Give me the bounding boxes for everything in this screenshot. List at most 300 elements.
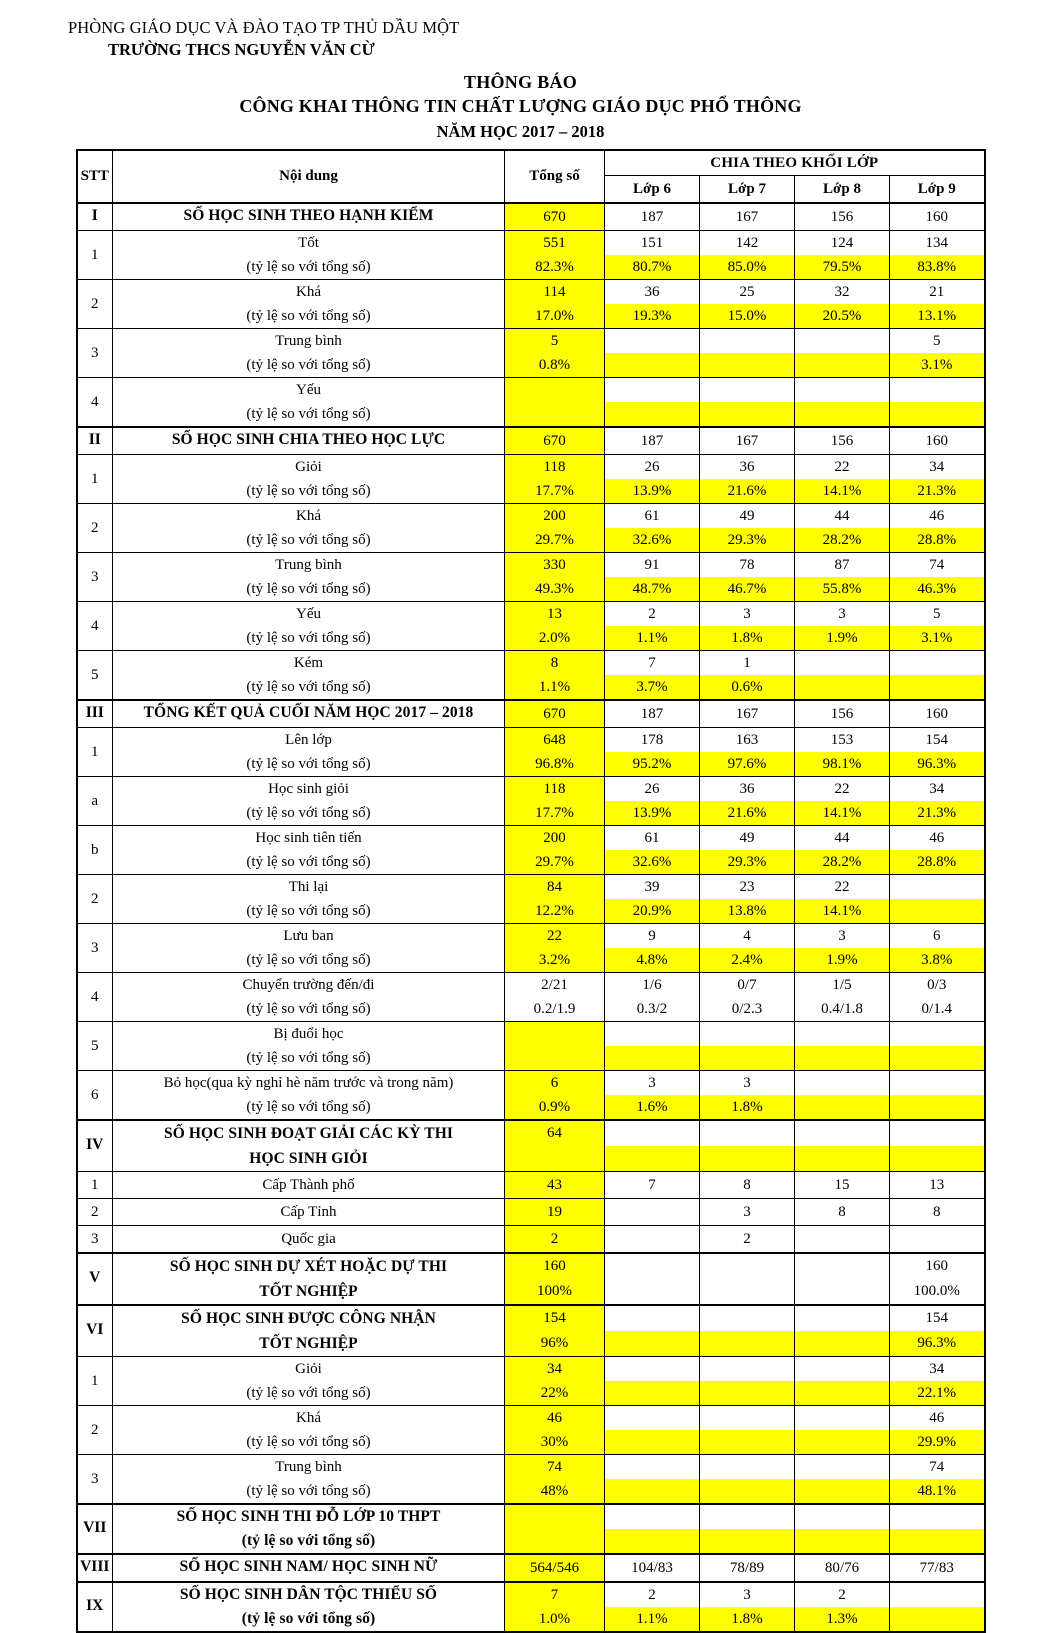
total-percent: 3.2% <box>538 951 571 968</box>
grade-percent: 46.7% <box>700 577 794 601</box>
row-label <box>113 230 505 279</box>
grade-count: 22 <box>834 780 850 797</box>
table-row <box>77 377 985 427</box>
row-label-line1: SỐ HỌC SINH ĐOẠT GIẢI CÁC KỲ THI <box>163 1124 453 1142</box>
grade-percent: 55.8% <box>795 577 889 601</box>
table-row <box>77 1504 985 1554</box>
grade-percent <box>605 1279 699 1304</box>
ratio-label: (tỷ lệ so với tổng số) <box>246 902 371 919</box>
grade-count: 39 <box>644 878 660 895</box>
table-row <box>77 279 985 328</box>
grade-percent: 20.5% <box>795 304 889 328</box>
grade-count: 178 <box>640 731 664 748</box>
grade-count <box>605 1022 699 1046</box>
row-label-text: Lên lớp <box>285 731 332 748</box>
grade-count <box>605 329 699 353</box>
table-row <box>77 972 985 1021</box>
grade-value <box>890 972 985 1021</box>
table-row <box>77 1225 985 1253</box>
grade-value <box>795 972 890 1021</box>
grade-value <box>890 1070 985 1120</box>
grade-value <box>795 279 890 328</box>
table-row <box>77 1305 985 1357</box>
grade-count: 1/5 <box>832 976 852 993</box>
grade-value <box>700 1253 795 1305</box>
grade-value <box>700 1070 795 1120</box>
total-percent: 17.7% <box>535 804 574 821</box>
total-count <box>505 378 604 402</box>
grade-percent: 95.2% <box>605 752 699 776</box>
grade-percent: 98.1% <box>795 752 889 776</box>
table-row <box>77 328 985 377</box>
grade-value <box>605 454 700 503</box>
row-index: 1 <box>77 727 113 776</box>
grade-percent <box>795 1430 889 1454</box>
table-row <box>77 230 985 279</box>
grade-percent <box>700 1381 794 1405</box>
total-value <box>505 776 605 825</box>
grade-percent: 48.7% <box>605 577 699 601</box>
row-label <box>113 1305 505 1357</box>
grade-percent: 1.3% <box>795 1607 889 1631</box>
total-count: 5 <box>550 332 559 349</box>
total-value <box>505 454 605 503</box>
grade-count: 22 <box>834 458 850 475</box>
grade-value <box>890 279 985 328</box>
grade-percent: 4.8% <box>605 948 699 972</box>
total-percent: 29.7% <box>535 531 574 548</box>
grade-count: 134 <box>925 234 948 251</box>
grade-count: 2 <box>648 605 656 622</box>
table-row <box>77 601 985 650</box>
grade-value <box>890 1454 985 1504</box>
row-label-text: Yếu <box>296 381 321 398</box>
grade-count <box>890 1071 984 1095</box>
grade-percent <box>890 402 984 426</box>
grade-value <box>700 230 795 279</box>
grade-percent: 0.6% <box>700 675 794 699</box>
table-row <box>77 727 985 776</box>
row-index: 3 <box>77 1454 113 1504</box>
school-name: TRƯỜNG THCS NGUYỄN VĂN CỪ <box>108 39 375 59</box>
grade-value: 156 <box>795 427 890 455</box>
row-index: 2 <box>77 279 113 328</box>
grade-count <box>890 1583 984 1607</box>
grade-value <box>795 1454 890 1504</box>
grade-value <box>890 1021 985 1070</box>
grade-percent: 20.9% <box>605 899 699 923</box>
grade-value <box>605 1356 700 1405</box>
grade-value <box>605 1070 700 1120</box>
grade-count: 3 <box>838 605 846 622</box>
ratio-label: (tỷ lệ so với tổng số) <box>246 356 371 373</box>
grade-percent: 97.6% <box>700 752 794 776</box>
row-label-text: Giỏi <box>295 458 322 475</box>
grade-value <box>890 776 985 825</box>
total-count: 8 <box>550 654 559 671</box>
grade-count <box>795 1121 889 1146</box>
grade-count <box>890 651 984 675</box>
grade-count: 0/3 <box>927 976 947 993</box>
total-value <box>505 1582 605 1632</box>
grade-count <box>605 1254 699 1279</box>
grade-count: 44 <box>834 507 850 524</box>
grade-value <box>795 1070 890 1120</box>
row-label-text: SỐ HỌC SINH DÂN TỘC THIỂU SỐ <box>179 1585 438 1603</box>
total-count: 13 <box>547 605 562 622</box>
total-value: 43 <box>505 1171 605 1198</box>
grade-count: 22 <box>834 878 850 895</box>
total-value <box>505 1356 605 1405</box>
row-label-text: Khá <box>296 283 321 300</box>
grade-value: 77/83 <box>890 1554 985 1582</box>
grade-count: 32 <box>834 283 850 300</box>
row-label: SỐ HỌC SINH CHIA THEO HỌC LỰC <box>113 427 505 455</box>
grade-value <box>890 923 985 972</box>
total-count <box>505 1505 604 1529</box>
grade-percent: 13.9% <box>605 801 699 825</box>
grade-percent: 1.9% <box>795 626 889 650</box>
grade-value <box>890 503 985 552</box>
total-count: 114 <box>543 283 566 300</box>
grade-count: 153 <box>830 731 854 748</box>
grade-value <box>700 1504 795 1554</box>
ratio-label: (tỷ lệ so với tổng số) <box>246 629 371 646</box>
grade-percent: 46.3% <box>890 577 984 601</box>
grade-value <box>605 1454 700 1504</box>
total-value <box>505 1405 605 1454</box>
table-body <box>77 203 985 1632</box>
grade-percent <box>795 1331 889 1356</box>
grade-value <box>890 1504 985 1554</box>
grade-count: 142 <box>735 234 759 251</box>
grade-percent <box>890 899 984 923</box>
total-percent: 0.9% <box>538 1098 571 1115</box>
grade-value <box>795 601 890 650</box>
grade-count: 78 <box>739 556 755 573</box>
grade-value <box>795 923 890 972</box>
ratio-label: (tỷ lệ so với tổng số) <box>246 405 371 422</box>
grade-value <box>700 503 795 552</box>
grade-value <box>795 1305 890 1357</box>
grade-value <box>890 650 985 700</box>
grade-value <box>605 972 700 1021</box>
grade-count <box>605 1357 699 1381</box>
grade-percent: 96.3% <box>890 1331 984 1356</box>
grade-value <box>795 1405 890 1454</box>
total-value <box>505 1504 605 1554</box>
grade-count: 46 <box>929 507 945 524</box>
grade-value: 80/76 <box>795 1554 890 1582</box>
grade-count: 26 <box>644 780 660 797</box>
row-label-line1: SỐ HỌC SINH DỰ XÉT HOẶC DỰ THI <box>169 1257 448 1275</box>
grade-count: 36 <box>739 780 755 797</box>
col-header-grade-9: Lớp 9 <box>890 175 985 203</box>
grade-value: 13 <box>890 1171 985 1198</box>
grade-value <box>795 1582 890 1632</box>
total-value <box>505 503 605 552</box>
row-label <box>113 1070 505 1120</box>
total-count: 2/21 <box>541 976 568 993</box>
grade-count <box>605 1505 699 1529</box>
total-value <box>505 1305 605 1357</box>
grade-percent <box>700 1146 794 1171</box>
total-percent: 22% <box>540 1384 569 1401</box>
total-value: 19 <box>505 1198 605 1225</box>
grade-count: 7 <box>648 654 656 671</box>
grade-count: 36 <box>739 458 755 475</box>
grade-value <box>700 328 795 377</box>
total-percent: 96.8% <box>535 755 574 772</box>
grade-value <box>890 1305 985 1357</box>
grade-percent <box>890 1529 984 1553</box>
row-label <box>113 825 505 874</box>
total-value <box>505 1454 605 1504</box>
total-count: 46 <box>547 1409 562 1426</box>
total-value <box>505 601 605 650</box>
grade-value: 7 <box>605 1171 700 1198</box>
grade-percent: 0/1.4 <box>921 1000 952 1017</box>
total-percent: 1.0% <box>538 1610 571 1627</box>
grade-percent: 1.8% <box>700 626 794 650</box>
grade-value: 187 <box>605 203 700 231</box>
grade-value <box>605 230 700 279</box>
grade-percent: 1.6% <box>605 1095 699 1119</box>
total-percent: 100% <box>537 1282 572 1299</box>
total-value: 564/546 <box>505 1554 605 1582</box>
grade-count <box>795 1254 889 1279</box>
row-label-text: Trung bình <box>275 556 342 573</box>
row-label <box>113 1504 505 1554</box>
grade-count: 91 <box>644 556 660 573</box>
total-count: 74 <box>547 1458 562 1475</box>
grade-count <box>605 1121 699 1146</box>
grade-percent <box>890 1607 984 1631</box>
row-label-text: Khá <box>296 1409 321 1426</box>
grade-value <box>700 650 795 700</box>
grade-percent: 1.9% <box>795 948 889 972</box>
grade-percent: 13.9% <box>605 479 699 503</box>
row-index: IV <box>77 1120 113 1172</box>
ratio-label: (tỷ lệ so với tổng số) <box>246 1000 371 1017</box>
grade-value <box>795 1021 890 1070</box>
grade-percent: 32.6% <box>605 850 699 874</box>
grade-count <box>890 1121 984 1146</box>
grade-percent: 28.8% <box>890 528 984 552</box>
grade-value <box>605 1198 700 1225</box>
table-row <box>77 503 985 552</box>
grade-percent <box>890 1095 984 1119</box>
row-index: IX <box>77 1582 113 1632</box>
table-row <box>77 552 985 601</box>
grade-percent: 14.1% <box>795 801 889 825</box>
row-index: 4 <box>77 377 113 427</box>
total-count: 118 <box>543 780 566 797</box>
grade-percent: 83.8% <box>890 255 984 279</box>
grade-value <box>605 776 700 825</box>
row-label-text: Trung bình <box>275 332 342 349</box>
grade-value <box>605 1253 700 1305</box>
grade-value <box>890 874 985 923</box>
ratio-label: (tỷ lệ so với tổng số) <box>246 678 371 695</box>
grade-count: 34 <box>929 1360 945 1377</box>
grade-value: 167 <box>700 700 795 728</box>
grade-value <box>890 1253 985 1305</box>
grade-value <box>795 377 890 427</box>
grade-percent: 28.2% <box>795 850 889 874</box>
ratio-label: (tỷ lệ so với tổng số) <box>246 1384 371 1401</box>
grade-percent <box>700 1479 794 1503</box>
grade-count: 25 <box>739 283 755 300</box>
grade-percent: 32.6% <box>605 528 699 552</box>
row-index: 5 <box>77 1021 113 1070</box>
grade-value <box>700 1454 795 1504</box>
row-label: TỔNG KẾT QUẢ CUỐI NĂM HỌC 2017 – 2018 <box>113 700 505 728</box>
grade-percent <box>605 1331 699 1356</box>
department-name: PHÒNG GIÁO DỤC VÀ ĐÀO TẠO TP THỦ DẦU MỘT <box>68 18 460 37</box>
grade-value <box>890 601 985 650</box>
grade-percent: 96.3% <box>890 752 984 776</box>
row-index: VII <box>77 1504 113 1554</box>
grade-count <box>795 651 889 675</box>
ratio-label: (tỷ lệ so với tổng số) <box>246 258 371 275</box>
ratio-label: (tỷ lệ so với tổng số) <box>246 1098 371 1115</box>
grade-count: 0/7 <box>737 976 757 993</box>
grade-value <box>605 1225 700 1253</box>
grade-percent <box>605 1479 699 1503</box>
grade-percent <box>700 1046 794 1070</box>
row-label <box>113 1582 505 1632</box>
grade-value: 167 <box>700 427 795 455</box>
total-value <box>505 727 605 776</box>
grade-count <box>890 1505 984 1529</box>
col-header-grade-6: Lớp 6 <box>605 175 700 203</box>
grade-count: 74 <box>929 1458 945 1475</box>
grade-value <box>795 454 890 503</box>
grade-value <box>890 552 985 601</box>
table-row <box>77 874 985 923</box>
table-row <box>77 1454 985 1504</box>
grade-percent <box>795 1381 889 1405</box>
grade-count <box>605 1455 699 1479</box>
grade-percent <box>605 1381 699 1405</box>
ratio-label: (tỷ lệ so với tổng số) <box>246 1433 371 1450</box>
grade-value <box>890 1120 985 1172</box>
grade-value <box>700 825 795 874</box>
grade-value <box>700 776 795 825</box>
ratio-label: (tỷ lệ so với tổng số) <box>241 1531 376 1549</box>
total-value <box>505 328 605 377</box>
grade-percent <box>795 1095 889 1119</box>
grade-count <box>795 329 889 353</box>
row-label-text: Tốt <box>298 234 319 251</box>
total-count: 22 <box>547 927 562 944</box>
col-header-grade-7: Lớp 7 <box>700 175 795 203</box>
quality-report-table <box>76 149 986 1633</box>
row-index: I <box>77 203 113 231</box>
grade-value <box>890 1225 985 1253</box>
grade-value <box>605 1582 700 1632</box>
total-percent: 1.1% <box>538 678 571 695</box>
grade-value <box>700 1356 795 1405</box>
grade-count <box>700 1357 794 1381</box>
grade-percent: 21.6% <box>700 801 794 825</box>
row-label-text: SỐ HỌC SINH THI ĐỖ LỚP 10 THPT <box>176 1507 441 1525</box>
grade-percent: 80.7% <box>605 255 699 279</box>
total-percent <box>505 1046 604 1070</box>
table-row <box>77 203 985 231</box>
row-index: 3 <box>77 923 113 972</box>
total-percent: 96% <box>540 1334 569 1351</box>
grade-value <box>605 874 700 923</box>
table-row <box>77 1070 985 1120</box>
grade-count: 5 <box>933 332 941 349</box>
grade-value <box>700 1305 795 1357</box>
row-label <box>113 776 505 825</box>
row-label: Quốc gia <box>113 1225 505 1253</box>
col-header-grade-8: Lớp 8 <box>795 175 890 203</box>
row-label-text: Học sinh giỏi <box>268 780 349 797</box>
school-year: NĂM HỌC 2017 – 2018 <box>436 121 605 141</box>
table-row <box>77 776 985 825</box>
grade-percent <box>890 1146 984 1171</box>
grade-count <box>795 1357 889 1381</box>
grade-count <box>795 1455 889 1479</box>
grade-value <box>605 1405 700 1454</box>
row-label: Cấp Tỉnh <box>113 1198 505 1225</box>
row-index: VIII <box>77 1554 113 1582</box>
grade-count: 160 <box>925 1257 948 1274</box>
grade-value <box>605 552 700 601</box>
total-count: 200 <box>543 507 566 524</box>
grade-count: 5 <box>933 605 941 622</box>
row-label <box>113 650 505 700</box>
total-percent: 0.2/1.9 <box>533 1000 576 1017</box>
total-percent: 0.8% <box>538 356 571 373</box>
grade-count <box>700 1254 794 1279</box>
table-row <box>77 1582 985 1632</box>
grade-count: 6 <box>933 927 941 944</box>
grade-value <box>605 1120 700 1172</box>
row-label-line2: TỐT NGHIỆP <box>259 1334 358 1352</box>
row-label <box>113 552 505 601</box>
row-label-text: Học sinh tiên tiến <box>255 829 362 846</box>
total-percent: 12.2% <box>535 902 574 919</box>
total-count: 648 <box>543 731 566 748</box>
grade-value <box>890 1356 985 1405</box>
total-count: 551 <box>543 234 566 251</box>
grade-value <box>605 727 700 776</box>
total-count: 64 <box>547 1124 562 1141</box>
row-index: V <box>77 1253 113 1305</box>
total-value <box>505 1253 605 1305</box>
total-value <box>505 1070 605 1120</box>
grade-value: 8 <box>700 1171 795 1198</box>
grade-count <box>700 329 794 353</box>
total-value <box>505 650 605 700</box>
grade-count: 46 <box>929 1409 945 1426</box>
ratio-label: (tỷ lệ so với tổng số) <box>246 531 371 548</box>
grade-percent: 0.4/1.8 <box>821 1000 863 1017</box>
total-value <box>505 377 605 427</box>
grade-count <box>700 1455 794 1479</box>
row-index: 2 <box>77 1198 113 1225</box>
grade-percent: 1.1% <box>605 626 699 650</box>
grade-value <box>795 1225 890 1253</box>
grade-percent: 19.3% <box>605 304 699 328</box>
ratio-label: (tỷ lệ so với tổng số) <box>246 307 371 324</box>
grade-count: 3 <box>838 927 846 944</box>
